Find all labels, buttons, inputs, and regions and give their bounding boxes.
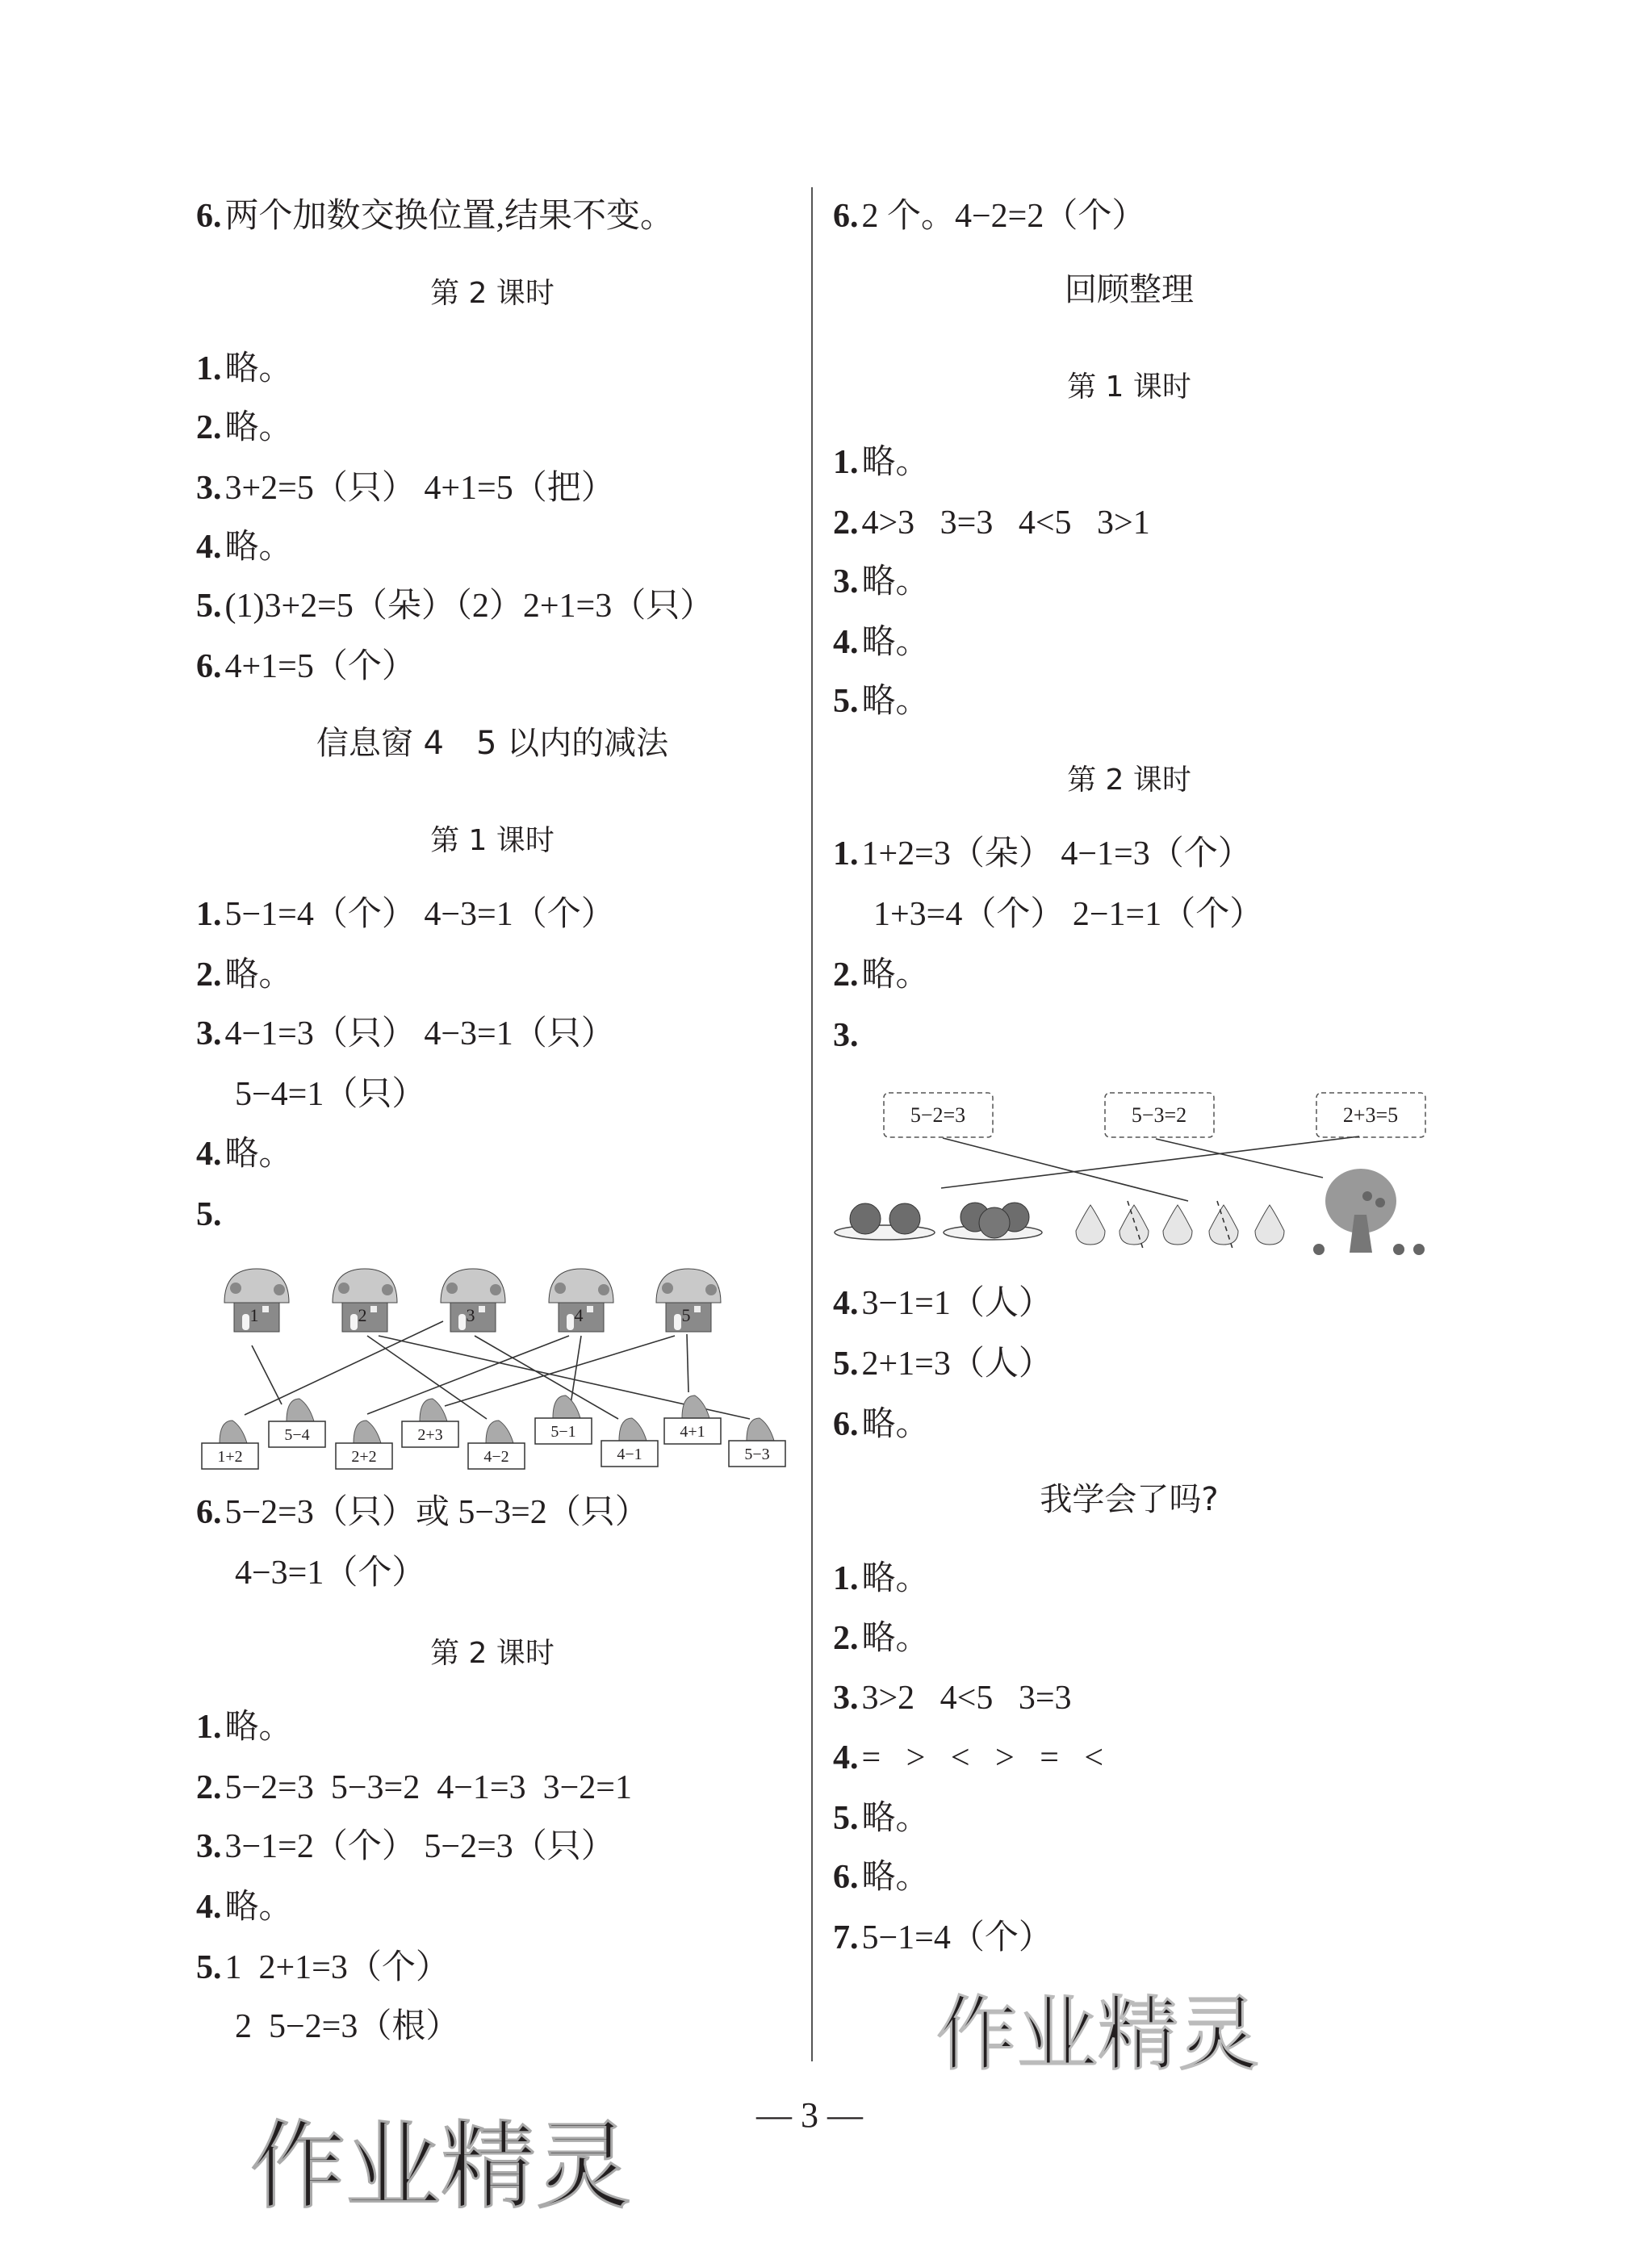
card-equation: 4−2 [483,1448,509,1466]
page-number: — 3 — [756,2095,863,2135]
pear [1120,1205,1149,1245]
answer-line: 6.4+1=5（个） [196,648,416,685]
bird-card [535,1396,592,1444]
answer-line: 4.略。 [196,1889,293,1926]
match-line [475,1336,618,1419]
house-number: 4 [574,1305,584,1325]
bird-card [202,1421,258,1469]
chapter-heading: 回顾整理 [1065,271,1194,308]
chapter-heading: 信息窗 4 5 以内的减法 [316,725,669,762]
answer-line: 6.略。 [833,1406,930,1443]
pear [1255,1205,1284,1245]
bird-card [336,1421,392,1469]
section-heading: 第 2 课时 [430,277,555,310]
answer-line: 4.= > < > = < [833,1739,1104,1776]
answer-line: 6.两个加数交换位置,结果不变。 [196,198,675,235]
plate-three-apples [944,1203,1042,1240]
bird-card [664,1396,721,1444]
mushroom-house [333,1269,397,1332]
answer-line-continued: 1+3=4（个） 2−1=1（个） [873,896,1264,933]
column-divider [811,187,813,2061]
answer-line: 6.略。 [833,1859,930,1896]
card-equation: 5−1 [550,1423,576,1441]
answer-line: 2.略。 [196,409,293,446]
house-number: 2 [358,1305,367,1325]
answer-line: 2.略。 [833,956,930,994]
pear [1076,1205,1105,1245]
section-heading: 第 2 课时 [1067,764,1191,797]
equation-box [884,1093,993,1137]
section-heading: 第 1 课时 [1067,370,1191,404]
section-heading: 第 1 课时 [430,824,555,857]
equation-text: 5−2=3 [910,1103,966,1127]
answer-line: 1.略。 [196,1709,293,1746]
mushroom-house [656,1269,721,1332]
pear [1209,1205,1238,1245]
house-number: 5 [681,1305,691,1325]
mushroom-house [549,1269,613,1332]
answer-line: 4.略。 [196,529,293,566]
match-line [687,1334,688,1392]
answer-line: 1.略。 [833,444,930,481]
answer-line: 3.3−1=2（个） 5−2=3（只） [196,1828,615,1865]
answer-line-continued: 2 5−2=3（根） [235,2008,460,2045]
answer-line: 3.4−1=3（只） 4−3=1（只） [196,1015,615,1052]
answer-line: 1.5−1=4（个） 4−3=1（个） [196,896,615,933]
equation-box [1105,1093,1214,1137]
chapter-heading: 我学会了吗? [1040,1481,1219,1518]
card-equation: 2+2 [351,1448,377,1466]
answer-line: 2.4>3 3=3 4<5 3>1 [833,504,1150,542]
answer-line: 5. [196,1196,222,1233]
card-equation: 5−3 [744,1446,770,1463]
card-equation: 4−1 [617,1446,642,1463]
bird-card [729,1418,785,1467]
answer-line: 1.1+2=3（朵） 4−1=3（个） [833,835,1252,872]
answer-line: 5.略。 [833,683,930,720]
card-equation: 4+1 [680,1423,705,1441]
card-equation: 5−4 [284,1426,310,1444]
answer-line: 2.5−2=3 5−3=2 4−1=3 3−2=1 [196,1769,632,1806]
answer-line: 3.3>2 4<5 3=3 [833,1680,1072,1717]
answer-line: 5.1 2+1=3（个） [196,1949,450,1986]
answer-line-continued: 4−3=1（个） [235,1555,426,1592]
match-line [367,1336,569,1414]
pears-group [1076,1201,1284,1251]
answer-line: 7.5−1=4（个） [833,1919,1053,1956]
bird-card [601,1418,658,1467]
apple-tree [1313,1169,1425,1255]
section-heading: 第 2 课时 [430,1637,555,1670]
bird-card [269,1399,325,1447]
match-line [941,1136,1359,1188]
mushroom-house [224,1269,289,1332]
watermark-logo [246,2099,634,2228]
mushroom-house [441,1269,505,1332]
answer-line: 4.3−1=1（人） [833,1285,1053,1322]
answer-line: 3.3+2=5（只） 4+1=5（把） [196,470,615,507]
answer-line-continued: 5−4=1（只） [235,1076,426,1113]
match-line [252,1345,282,1404]
svg-text:作业精灵: 作业精灵 [936,1987,1259,2082]
answer-line: 6.5−2=3（只）或 5−3=2（只） [196,1494,649,1531]
house-number: 3 [466,1305,475,1325]
answer-line: 4.略。 [833,624,930,661]
equation-text: 2+3=5 [1342,1103,1399,1127]
plate-two-apples [835,1203,935,1240]
answer-line: 5.(1)3+2=5（朵）（2）2+1=3（只） [196,588,714,625]
answer-line: 3. [833,1017,859,1054]
answer-line: 1.略。 [196,350,293,387]
answer-line: 4.略。 [196,1136,293,1173]
pear [1163,1205,1192,1245]
bird-card [402,1399,458,1447]
mushroom-matching-diagram [186,1243,799,1485]
answer-line: 2.略。 [196,956,293,994]
answer-line: 5.2+1=3（人） [833,1345,1053,1383]
answer-line: 5.略。 [833,1800,930,1837]
match-line [943,1138,1188,1201]
card-equation: 1+2 [217,1448,243,1466]
answer-line: 1.略。 [833,1560,930,1597]
equation-box [1316,1093,1425,1137]
bird-card [468,1421,525,1469]
answer-line: 2.略。 [833,1620,930,1657]
watermark-logo [928,1969,1348,2082]
answer-line: 6.2 个。4−2=2（个） [833,198,1146,235]
card-equation: 2+3 [417,1426,443,1444]
answer-line: 3.略。 [833,563,930,600]
equation-text: 5−3=2 [1131,1103,1187,1127]
house-number: 1 [249,1305,259,1325]
fruit-matching-diagram [823,1073,1445,1267]
svg-text:作业精灵: 作业精灵 [250,2111,632,2222]
